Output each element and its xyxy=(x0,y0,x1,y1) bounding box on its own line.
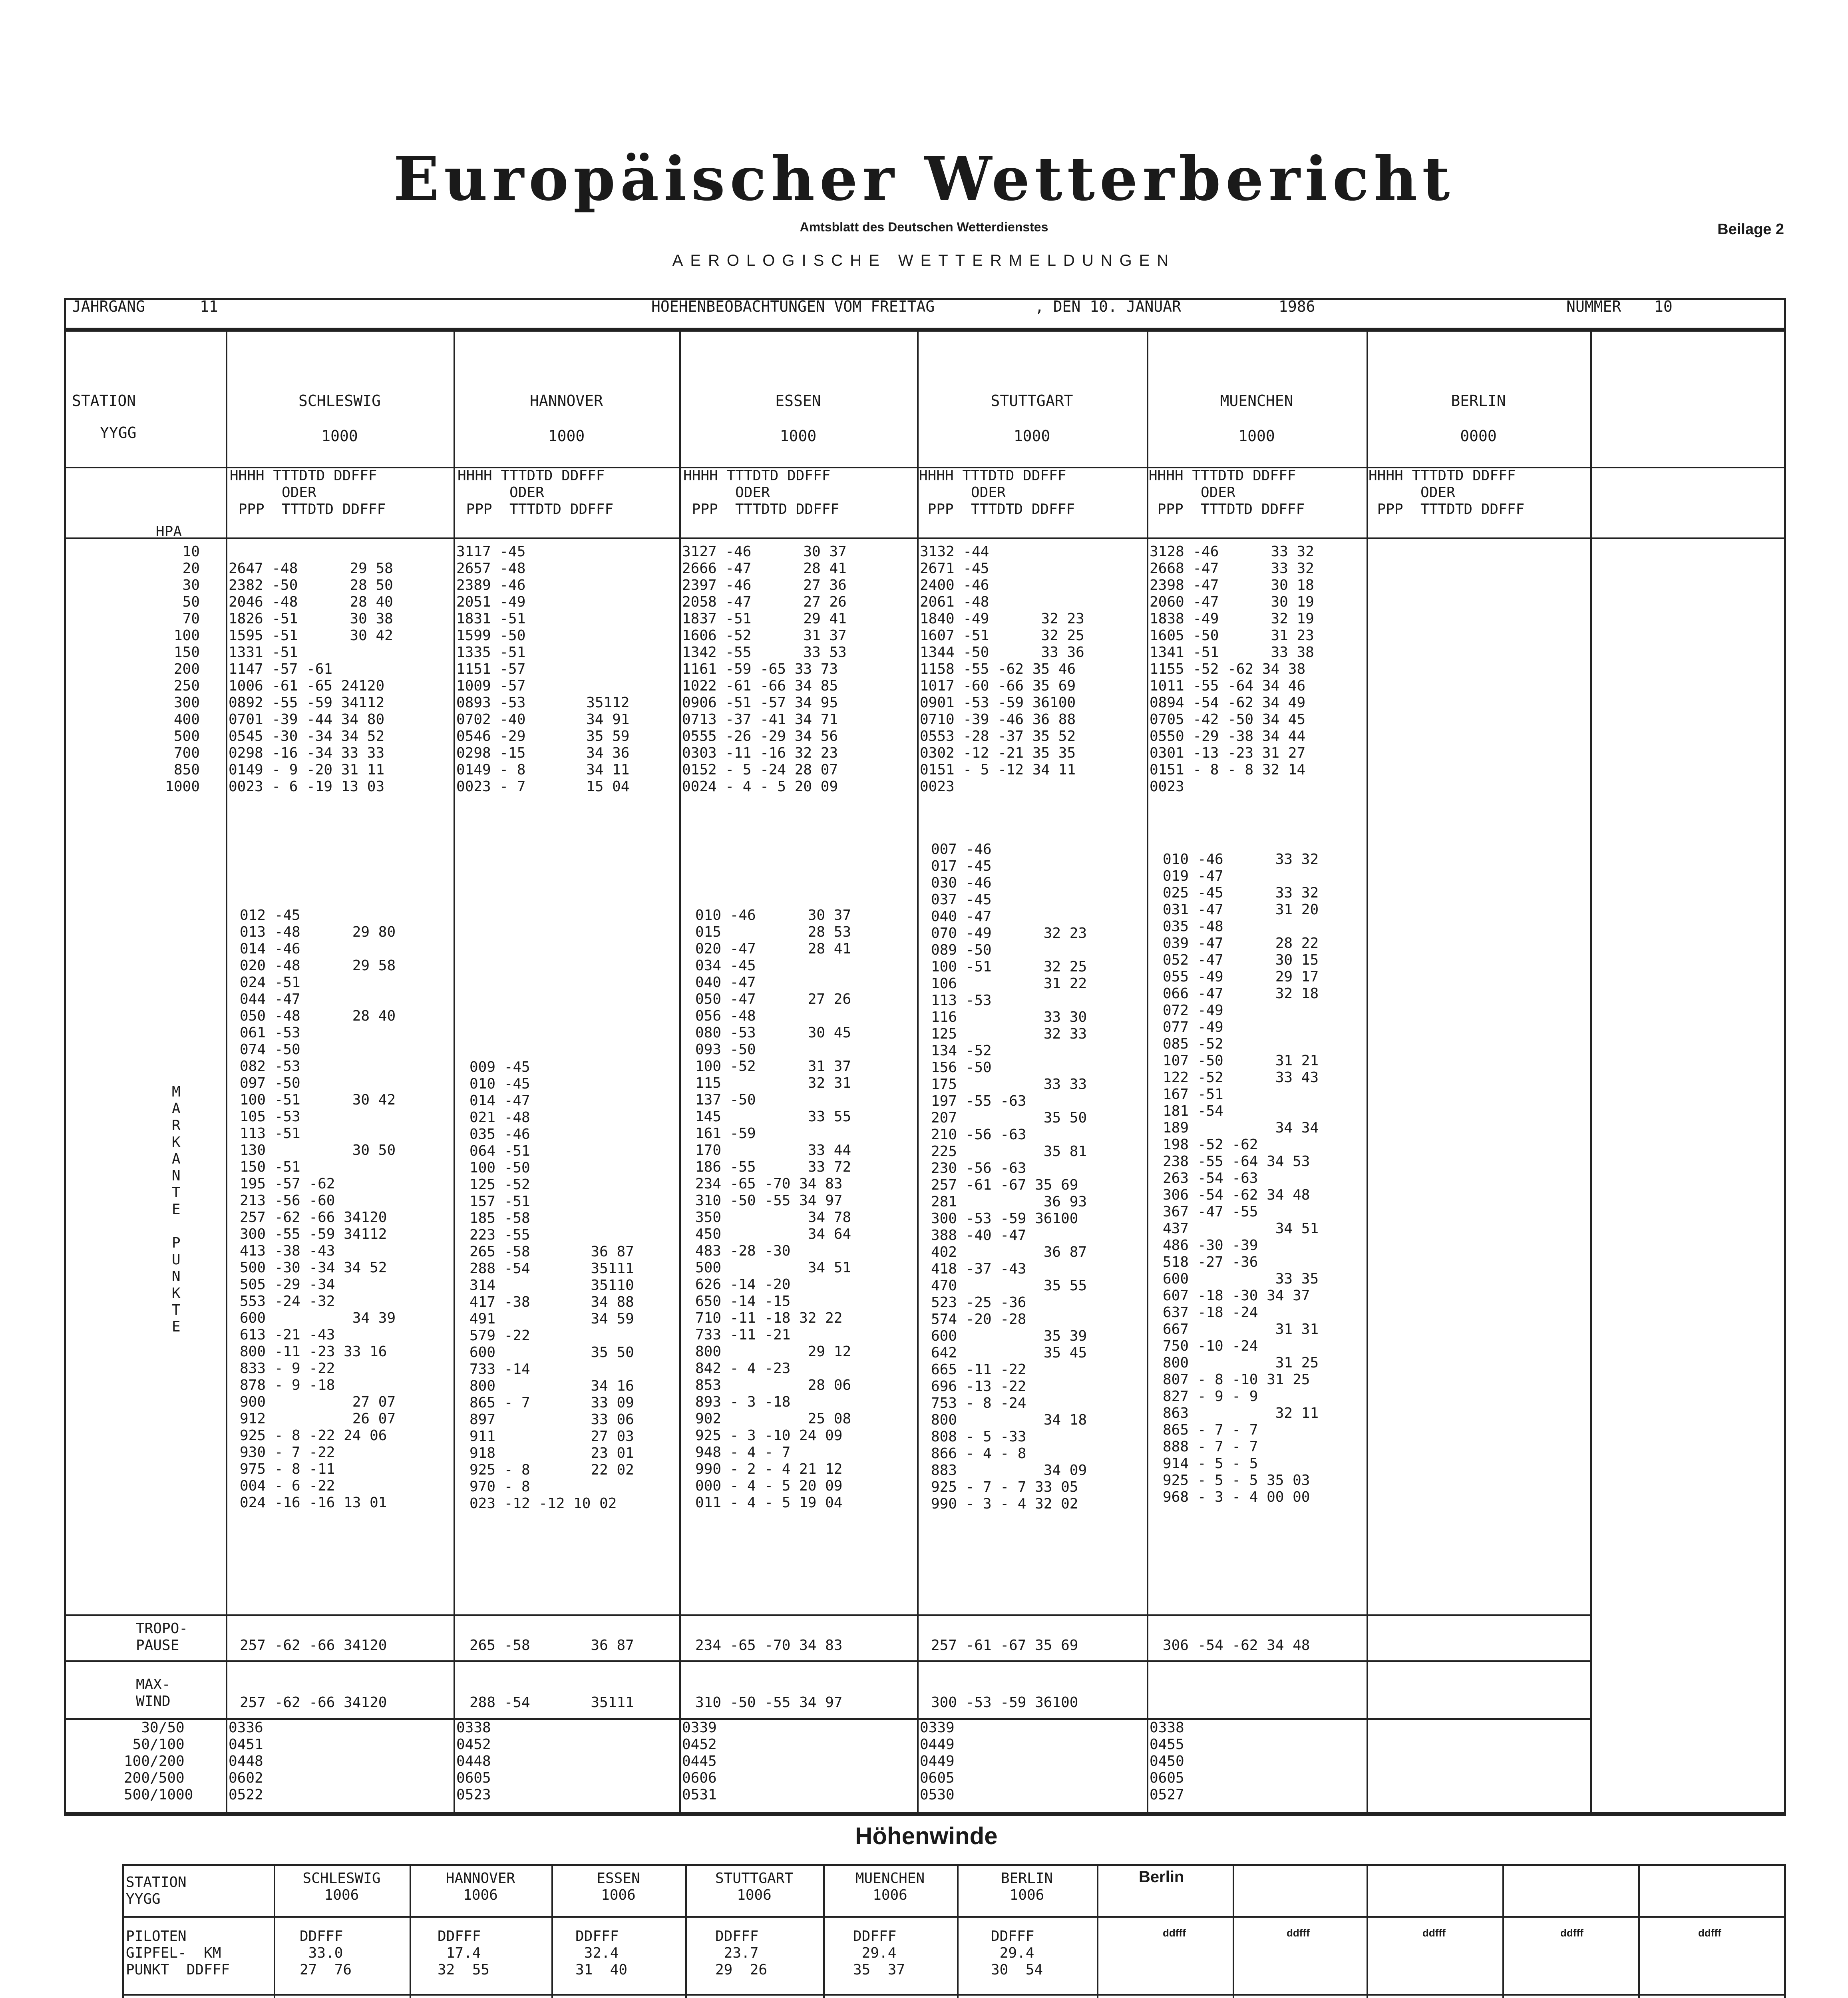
standard-levels-schleswig: 2647 -48 29 58 2382 -50 28 50 2046 -48 28 40 1826 -51 30 38 1595 -51 30 42 1331 -51 1147 -57 -61 1006 -61 -65 24120 0892 -55 -59 34112 0701 -39 -44 34 80 0545 -30 -34 34 52 0298 -16 -34 33 33 0149 - 9 -20 31 11 0023 - 6 -19 13 03 xyxy=(229,560,393,795)
hoehenwinde-title: Höhenwinde xyxy=(855,1823,998,1849)
hw-ddfff-label: ddfff xyxy=(1422,1927,1446,1939)
nummer-label: NUMMER xyxy=(1566,298,1621,315)
station-name: BERLIN xyxy=(1451,392,1506,410)
hw-ddfff-label: ddfff xyxy=(1163,1927,1186,1939)
station-yygg: 1000 xyxy=(548,427,585,445)
col-divider xyxy=(1367,330,1368,1816)
shear-values-hannover: 0338 0452 0448 0605 0523 xyxy=(456,1719,491,1803)
station-yygg: 1000 xyxy=(780,427,817,445)
col-divider xyxy=(1367,1864,1368,1998)
hpa-label: HPA xyxy=(156,523,182,540)
col-divider xyxy=(226,330,227,1816)
beilage-label: Beilage 2 xyxy=(1717,221,1784,238)
hw-station: ESSEN 1006 xyxy=(597,1870,640,1903)
col-divider xyxy=(1097,1864,1098,1998)
significant-points-essen: 010 -46 30 37 015 28 53 020 -47 28 41 034 -45 040 -47 050 -47 27 26 056 -48 080 -53 30 45 093 -50 100 -52 31 37 115 32 31 137 -50 145 33 55 161 -59 170 33 44 186 -55 33 72 234 -65 -70 34 83 310 -50 -55 34 97 350 34 78 450 34 64 483 -28 -30 500 34 51 626 -14 -20 650 -14 -15 710 -11 -18 32 22 733 -11 -21 800 29 12 842 - 4 -23 853 28 06 893 - 3 -18 902 25 08 925 - 3 -10 24 09 948 - 4 - 7 990 - 2 - 4 21 12 000 - 4 - 5 20 09 011 - 4 - 5 19 04 xyxy=(695,907,851,1511)
standard-levels-hannover: 3117 -45 2657 -48 2389 -46 2051 -49 1831 -51 1599 -50 1335 -51 1151 -57 1009 -57 0893 -53 35112 0702 -40 34 91 0546 -29 35 59 0298 -15 34 36 0149 - 8 34 11 0023 - 7 15 04 xyxy=(456,543,630,795)
col-divider xyxy=(1147,330,1148,1816)
col-header: HHHH TTTDTD DDFFF ODER PPP TTTDTD DDFFF xyxy=(919,468,1075,517)
tropopause-value: 234 -65 -70 34 83 xyxy=(695,1637,843,1654)
jahrgang-value: 11 xyxy=(200,298,218,315)
tropopause-value: 306 -54 -62 34 48 xyxy=(1163,1637,1310,1654)
jahrgang-label: JAHRGANG xyxy=(72,298,145,315)
hw-station-label: STATION YYGG xyxy=(126,1874,187,1907)
hw-station: SCHLESWIG 1006 xyxy=(302,1870,381,1903)
standard-levels-stuttgart: 3132 -44 2671 -45 2400 -46 2061 -48 1840 -49 32 23 1607 -51 32 25 1344 -50 33 36 1158 -55 -62 35 46 1017 -60 -66 35 69 0901 -53 -59 36100 0710 -39 -46 36 88 0553 -28 -37 35 52 0302 -12 -21 35 35 0151 - 5 -12 34 11 0023 xyxy=(920,543,1084,795)
row-divider xyxy=(122,1916,1786,1918)
col-divider xyxy=(1590,330,1592,1816)
col-header: HHHH TTTDTD DDFFF ODER PPP TTTDTD DDFFF xyxy=(1369,468,1525,517)
tropopause-value: 257 -62 -66 34120 xyxy=(240,1637,387,1654)
standard-levels-essen: 3127 -46 30 37 2666 -47 28 41 2397 -46 27 36 2058 -47 27 26 1837 -51 29 41 1606 -52 31 37 1342 -55 33 53 1161 -59 -65 33 73 1022 -61 -66 34 85 0906 -51 -57 34 95 0713 -37 -41 34 71 0555 -26 -29 34 56 0303 -11 -16 32 23 0152 - 5 -24 28 07 0024 - 4 - 5 20 09 xyxy=(682,543,847,795)
significant-points-stuttgart: 007 -46 017 -45 030 -46 037 -45 040 -47 070 -49 32 23 089 -50 100 -51 32 25 106 31 22 113 -53 116 33 30 125 32 33 134 -52 156 -50 175 33 33 197 -55 -63 207 35 50 210 -56 -63 225 35 81 230 -56 -63 257 -61 -67 35 69 281 36 93 300 -53 -59 36100 388 -40 -47 402 36 87 418 -37 -43 470 35 55 523 -25 -36 574 -20 -28 600 35 39 642 35 45 665 -11 -22 696 -13 -22 753 - 8 -24 800 34 18 808 - 5 -33 866 - 4 - 8 883 34 09 925 - 7 - 7 33 05 990 - 3 - 4 32 02 xyxy=(931,841,1087,1512)
station-name: MUENCHEN xyxy=(1220,392,1293,410)
row-divider xyxy=(64,1812,1786,1814)
row-divider xyxy=(64,1660,1590,1662)
shear-labels: 30/50 50/100 100/200 200/500 500/1000 xyxy=(124,1719,193,1803)
col-header: HHHH TTTDTD DDFFF ODER PPP TTTDTD DDFFF xyxy=(458,468,614,517)
page-title: Europäischer Wetterbericht xyxy=(393,144,1455,214)
markante-punkte-label: M A R K A N T E P U N K T E xyxy=(172,1084,181,1335)
station-name: HANNOVER xyxy=(529,392,603,410)
shear-values-muenchen: 0338 0455 0450 0605 0527 xyxy=(1150,1719,1184,1803)
hw-gipfel: DDFFF 32.4 31 40 xyxy=(575,1928,628,1978)
col-header: HHHH TTTDTD DDFFF ODER PPP TTTDTD DDFFF xyxy=(230,468,386,517)
significant-points-hannover: 009 -45 010 -45 014 -47 021 -48 035 -46 064 -51 100 -50 125 -52 157 -51 185 -58 223 -55 265 -58 36 87 288 -54 35111 314 35110 417 -38 34 88 491 34 59 579 -22 600 35 50 733 -14 800 34 16 865 - 7 33 09 897 33 06 911 27 03 918 23 01 925 - 8 22 02 970 - 8 023 -12 -12 10 02 xyxy=(469,1059,634,1512)
nummer-value: 10 xyxy=(1654,298,1673,315)
report-date: , DEN 10. JANUAR xyxy=(1035,298,1182,315)
max-wind-value: 257 -62 -66 34120 xyxy=(240,1694,387,1711)
hw-station: BERLIN 1006 xyxy=(1001,1870,1053,1903)
hw-ddfff-label: ddfff xyxy=(1560,1927,1583,1939)
hpa-levels: 10 20 30 50 70 100 150 200 250 300 400 500 700 850 1000 xyxy=(165,543,200,795)
shear-values-essen: 0339 0452 0445 0606 0531 xyxy=(682,1719,717,1803)
hw-ddfff-label: ddfff xyxy=(1698,1927,1721,1939)
hw-gipfel: DDFFF 29.4 30 54 xyxy=(991,1928,1043,1978)
hw-gipfel: DDFFF 23.7 29 26 xyxy=(715,1928,768,1978)
hw-gipfel: DDFFF 17.4 32 55 xyxy=(438,1928,490,1978)
hw-gipfel: DDFFF 33.0 27 76 xyxy=(300,1928,352,1978)
hw-ddfff-label: ddfff xyxy=(1287,1927,1310,1939)
significant-points-muenchen: 010 -46 33 32 019 -47 025 -45 33 32 031 -47 31 20 035 -48 039 -47 28 22 052 -47 30 15 055 -49 29 17 066 -47 32 18 072 -49 077 -49 085 -52 107 -50 31 21 122 -52 33 43 167 -51 181 -54 189 34 34 198 -52 -62 238 -55 -64 34 53 263 -54 -63 306 -54 -62 34 48 367 -47 -55 437 34 51 486 -30 -39 518 -27 -36 600 33 35 607 -18 -30 34 37 637 -18 -24 667 31 31 750 -10 -24 800 31 25 807 - 8 -10 31 25 827 - 9 - 9 863 32 11 865 - 7 - 7 888 - 7 - 7 914 - 5 - 5 925 - 5 - 5 35 03 968 - 3 - 4 00 00 xyxy=(1163,851,1319,1505)
max-wind-value: 288 -54 35111 xyxy=(469,1694,634,1711)
yygg-label: YYGG xyxy=(100,424,137,442)
station-yygg: 1000 xyxy=(321,427,358,445)
shear-values-stuttgart: 0339 0449 0449 0605 0530 xyxy=(920,1719,955,1803)
max-wind-label: MAX- WIND xyxy=(136,1676,171,1709)
col-header: HHHH TTTDTD DDFFF ODER PPP TTTDTD DDFFF xyxy=(683,468,839,517)
tropopause-value: 265 -58 36 87 xyxy=(469,1637,634,1654)
col-divider xyxy=(454,330,455,1816)
hw-station: STUTTGART 1006 xyxy=(715,1870,794,1903)
station-name: SCHLESWIG xyxy=(298,392,381,410)
standard-levels-muenchen: 3128 -46 33 32 2668 -47 33 32 2398 -47 30 18 2060 -47 30 19 1838 -49 32 19 1605 -50 31 23 1341 -51 33 38 1155 -52 -62 34 38 1011 -55 -64 34 46 0894 -54 -62 34 49 0705 -42 -50 34 45 0550 -29 -38 34 44 0301 -13 -23 31 27 0151 - 8 - 8 32 14 0023 xyxy=(1150,543,1314,795)
tropopause-label: TROPO- PAUSE xyxy=(136,1620,188,1654)
hw-station: MUENCHEN 1006 xyxy=(855,1870,925,1903)
station-yygg: 1000 xyxy=(1013,427,1050,445)
col-divider xyxy=(917,330,919,1816)
row-divider xyxy=(122,1994,1786,1996)
section-title: AEROLOGISCHE WETTERMELDUNGEN xyxy=(672,252,1176,269)
col-divider xyxy=(1638,1864,1640,1998)
page-subtitle: Amtsblatt des Deutschen Wetterdienstes xyxy=(800,220,1048,234)
significant-points-schleswig: 012 -45 013 -48 29 80 014 -46 020 -48 29 58 024 -51 044 -47 050 -48 28 40 061 -53 074 -50 082 -53 097 -50 100 -51 30 42 105 -53 113 -51 130 30 50 150 -51 195 -57 -62 213 -56 -60 257 -62 -66 34120 300 -55 -59 34112 413 -38 -43 500 -30 -34 34 52 505 -29 -34 553 -24 -32 600 34 39 613 -21 -43 800 -11 -23 33 16 833 - 9 -22 878 - 9 -18 900 27 07 912 26 07 925 - 8 -22 24 06 930 - 7 -22 975 - 8 -11 004 - 6 -22 024 -16 -16 13 01 xyxy=(240,907,396,1511)
col-divider xyxy=(1502,1864,1504,1998)
row-divider xyxy=(64,537,1786,539)
tropopause-value: 257 -61 -67 35 69 xyxy=(931,1637,1078,1654)
shear-values-schleswig: 0336 0451 0448 0602 0522 xyxy=(229,1719,263,1803)
row-divider xyxy=(64,1718,1590,1720)
col-divider xyxy=(679,330,681,1816)
max-wind-value: 300 -53 -59 36100 xyxy=(931,1694,1078,1711)
piloten-label: PILOTEN GIPFEL- KM PUNKT DDFFF xyxy=(126,1928,230,1978)
station-name: STUTTGART xyxy=(991,392,1073,410)
hw-gipfel: DDFFF 29.4 35 37 xyxy=(853,1928,905,1978)
station-label: STATION xyxy=(72,392,136,410)
report-year: 1986 xyxy=(1279,298,1315,315)
hw-station: HANNOVER 1006 xyxy=(446,1870,515,1903)
hw-berlin-label: Berlin xyxy=(1139,1868,1184,1886)
report-title: HOEHENBEOBACHTUNGEN VOM FREITAG xyxy=(651,298,935,315)
col-header: HHHH TTTDTD DDFFF ODER PPP TTTDTD DDFFF xyxy=(1149,468,1305,517)
row-divider xyxy=(64,1614,1590,1616)
station-name: ESSEN xyxy=(775,392,821,410)
station-yygg: 0000 xyxy=(1460,427,1497,445)
col-divider xyxy=(1233,1864,1234,1998)
station-yygg: 1000 xyxy=(1238,427,1275,445)
max-wind-value: 310 -50 -55 34 97 xyxy=(695,1694,843,1711)
